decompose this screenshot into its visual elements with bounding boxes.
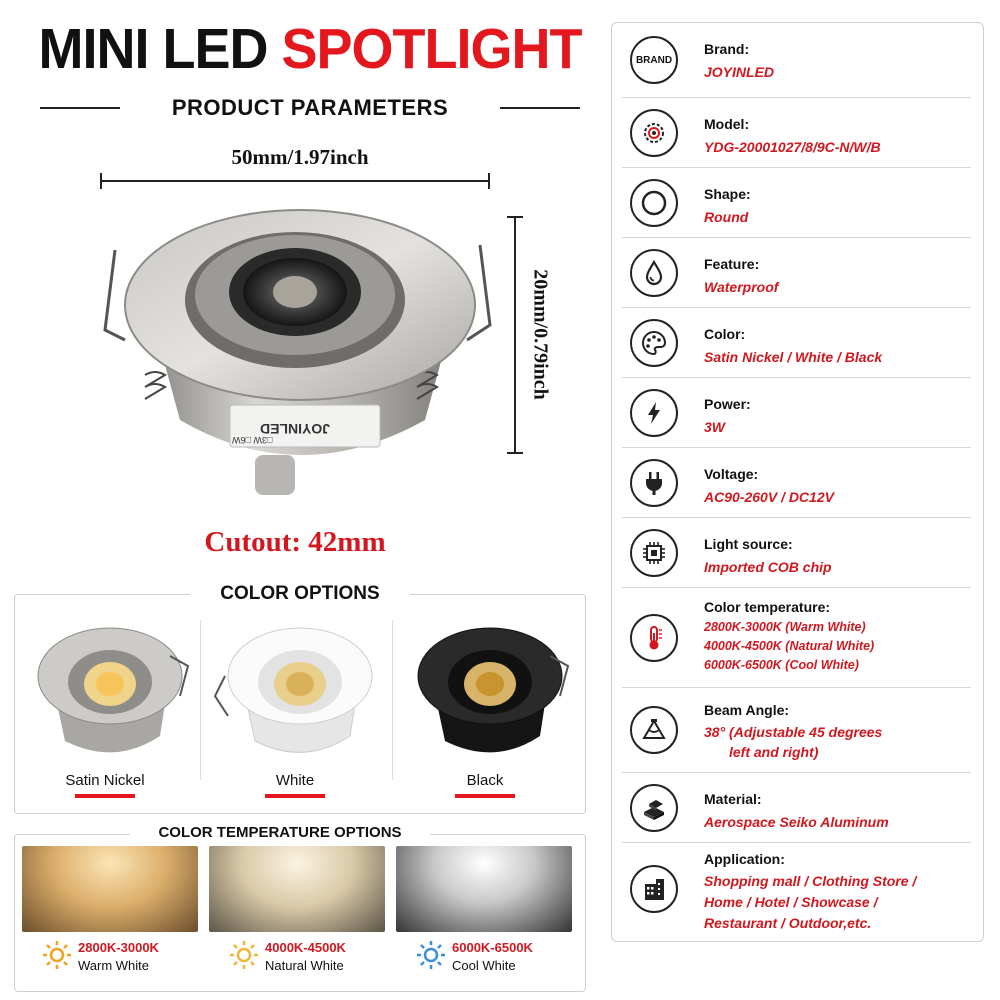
spec-row-model (612, 98, 983, 168)
page-title (30, 12, 590, 86)
sun-icon (42, 940, 72, 970)
color-option-underline (75, 794, 135, 798)
subtitle-row (40, 90, 580, 126)
spec-value: 4000K-4500K (Natural White) (704, 639, 875, 653)
thermometer-icon (630, 614, 678, 662)
spec-value: 2800K-3000K (Warm White) (704, 620, 866, 634)
spec-row-light-source (612, 518, 983, 588)
spec-label: Color: (704, 326, 746, 342)
spec-label: Feature: (704, 256, 760, 272)
spec-value: Restaurant / Outdoor,etc. (704, 915, 872, 931)
spec-row-power (612, 378, 983, 448)
natural-light-glow-image (209, 846, 385, 932)
title-part-1: MINI LED (38, 17, 268, 81)
satin-nickel-spotlight-image (20, 616, 190, 766)
spec-value: left and right) (729, 744, 819, 760)
cool-light-glow-image (396, 846, 572, 932)
spec-label: Power: (704, 396, 751, 412)
height-dimension-line (514, 216, 516, 454)
aluminum-bars-icon (630, 784, 678, 832)
temperature-name: Cool White (452, 958, 516, 973)
circle-icon (630, 179, 678, 227)
spec-row-feature (612, 238, 983, 308)
temperature-range: 4000K-4500K (265, 940, 346, 955)
subtitle: PRODUCT PARAMETERS (171, 95, 449, 120)
spec-value: Waterproof (704, 279, 779, 295)
spec-label: Beam Angle: (704, 702, 790, 718)
width-dimension-line (100, 180, 490, 182)
beam-angle-icon (630, 706, 678, 754)
gear-icon (630, 109, 678, 157)
color-option-underline (455, 794, 515, 798)
product-wattage-label: □3W □6W (232, 435, 273, 445)
spec-value: JOYINLED (704, 64, 775, 80)
brand-icon (630, 36, 678, 84)
cutout-label: Cutout: 42mm (204, 526, 386, 558)
spec-value: YDG-20001027/8/9C-N/W/B (704, 139, 881, 155)
sun-icon (229, 940, 259, 970)
chip-icon (630, 529, 678, 577)
spec-value: 38° (Adjustable 45 degrees (704, 724, 883, 740)
spec-card (611, 22, 984, 942)
spec-value: AC90-260V / DC12V (704, 489, 834, 505)
temperature-range: 6000K-6500K (452, 940, 533, 955)
spotlight-product-image (95, 190, 505, 510)
spec-row-voltage (612, 448, 983, 518)
spec-value: Home / Hotel / Showcase / (704, 894, 878, 910)
lightning-icon (630, 389, 678, 437)
temperature-option-warm (22, 846, 198, 986)
spec-label: Voltage: (704, 466, 759, 482)
spec-value: 3W (704, 419, 725, 435)
width-dimension-label: 50mm/1.97inch (231, 145, 369, 169)
palette-icon (630, 319, 678, 367)
title-part-2: SPOTLIGHT (281, 17, 582, 81)
water-drop-icon (630, 249, 678, 297)
spec-value: Aerospace Seiko Aluminum (704, 814, 889, 830)
plug-icon (630, 459, 678, 507)
color-temperature-title: COLOR TEMPERATURE OPTIONS (130, 822, 430, 844)
spec-label: Brand: (704, 41, 750, 57)
subtitle-line-right (500, 107, 580, 109)
spec-row-brand (612, 23, 983, 98)
spec-row-beam-angle (612, 688, 983, 773)
building-icon (630, 865, 678, 913)
spec-row-application (612, 843, 983, 941)
temperature-name: Natural White (265, 958, 344, 973)
temperature-option-cool (396, 846, 572, 986)
temperature-range: 2800K-3000K (78, 940, 159, 955)
spec-value: Shopping mall / Clothing Store / (704, 873, 917, 889)
temperature-option-natural (209, 846, 385, 986)
spec-value: 6000K-6500K (Cool White) (704, 658, 859, 672)
spec-label: Shape: (704, 186, 751, 202)
color-option-label: White (275, 772, 315, 789)
warm-light-glow-image (22, 846, 198, 932)
color-option-satin-nickel (10, 610, 200, 810)
color-option-label: Black (466, 772, 504, 789)
spec-value: Satin Nickel / White / Black (704, 349, 883, 365)
spec-row-shape (612, 168, 983, 238)
black-spotlight-image (400, 616, 570, 766)
spec-label: Color temperature: (704, 599, 831, 615)
brand-icon-text: BRAND (635, 54, 673, 66)
sun-icon (416, 940, 446, 970)
spec-row-color (612, 308, 983, 378)
spec-row-color-temperature (612, 588, 983, 688)
color-option-underline (265, 794, 325, 798)
color-option-black (390, 610, 580, 810)
color-options-title: COLOR OPTIONS (190, 580, 410, 608)
spec-value: Round (704, 209, 749, 225)
spec-label: Light source: (704, 536, 793, 552)
temperature-name: Warm White (78, 958, 150, 973)
height-dimension-label: 20mm/0.79inch (529, 269, 552, 400)
color-option-white (200, 610, 390, 810)
spec-row-material (612, 773, 983, 843)
spec-label: Application: (704, 851, 785, 867)
spec-label: Material: (704, 791, 762, 807)
product-brand-label: JOYINLED (260, 421, 331, 437)
spec-label: Model: (704, 116, 750, 132)
color-option-label: Satin Nickel (65, 772, 145, 789)
white-spotlight-image (210, 616, 380, 766)
spec-value: Imported COB chip (704, 559, 832, 575)
